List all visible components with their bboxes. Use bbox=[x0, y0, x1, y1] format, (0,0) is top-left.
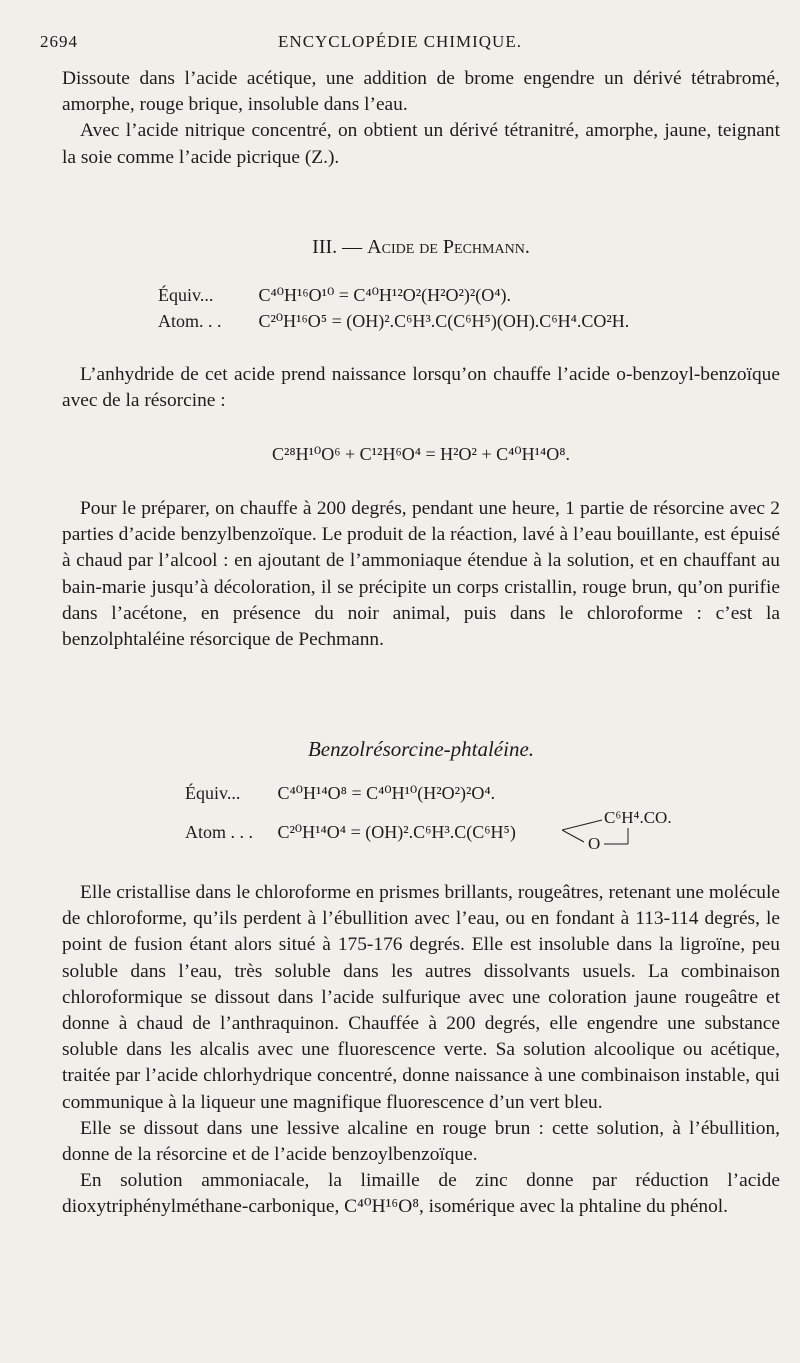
bond-lower bbox=[562, 830, 584, 842]
bond-upper bbox=[562, 820, 602, 830]
equiv-label-2: Équiv... bbox=[185, 783, 241, 803]
paragraph-cryst: Elle cristallise dans le chloroforme en prismes brillants, rougeâtres, retenant une molécule de chloroforme, qu’ils perdent à l’ébullition avec l’eau, ou en fondant à 113-114 degrés, le point de fusion étant alors situé à 175-176 degrés. Elle est insoluble dans la ligroïne, peu soluble dans l’eau, très soluble dans les autres dissolvants usuels. La combinaison chloroformique se dissout dans l’acide sulfurique avec une coloration jaune rougeâtre et donne à chaud de l’anthraquinon. Chauffée à 200 degrés, elle engendre une substance soluble dans les alcalis avec une fluorescence verte. Sa solution alcoolique ou acétique, traitée par l’acide chlorhydrique concentré, donne naissance à une combinaison instable, qui communique à la liqueur une magnifique fluorescence d’un vert bleu. bbox=[62, 882, 780, 1113]
paragraph-prep: Pour le préparer, on chauffe à 200 degrés, pendant une heure, 1 partie de résorcine avec 2 parties d’acide benzylbenzoïque. Le produit de la réaction, lavé à l’eau bouillante, est épuisé à chaud par l’alcool : en ajoutant de l’ammoniaque étendue à la solution, et en chauffant au bain-marie jusqu’à décoloration, il se précipite un corps cristallin, rouge brun, qu’on purifie dans l’acétone, en présence du noir animal, puis dans le chloroforme : c’est la benzolphtaléine résorcique de Pechmann. bbox=[62, 498, 780, 651]
paragraph-bromine: Dissoute dans l’acide acétique, une addition de brome engendre un dérivé tétrabromé, amorphe, rouge brique, insoluble dans l’eau. bbox=[62, 68, 780, 116]
reaction-equation: C²⁸H¹⁰O⁶ + C¹²H⁶O⁴ = H²O² + C⁴⁰H¹⁴O⁸. bbox=[271, 444, 571, 464]
atom-label-2: Atom . . . bbox=[185, 822, 254, 842]
atom-branch-bottom: O bbox=[588, 834, 601, 853]
atom-formula: C²⁰H¹⁶O⁵ = (OH)².C⁶H³.C(C⁶H⁵)(OH).C⁶H⁴.CO²H. bbox=[258, 311, 630, 331]
atom-branch-top: C⁶H⁴.CO. bbox=[604, 808, 672, 827]
paragraph-prep-block bbox=[62, 496, 780, 653]
intro-block bbox=[62, 66, 780, 171]
paragraph-zinc: En solution ammoniacale, la limaille de zinc donne par réduction l’acide dioxytriphénylméthane-carbonique, C⁴⁰H¹⁶O⁸, isomérique avec la phtaline du phénol. bbox=[62, 1170, 780, 1218]
formula-atom-acid bbox=[158, 309, 629, 333]
section-heading bbox=[62, 236, 780, 259]
subtitle: Benzolrésorcine-phtaléine. bbox=[307, 737, 535, 761]
atom-formula-2: C²⁰H¹⁴O⁴ = (OH)².C⁶H³.C(C⁶H⁵) bbox=[277, 822, 516, 842]
equiv-formula: C⁴⁰H¹⁶O¹⁰ = C⁴⁰H¹²O²(H²O²)²(O⁴). bbox=[258, 285, 512, 305]
page-number: 2694 bbox=[40, 32, 78, 51]
paragraph-nitric: Avec l’acide nitrique concentré, on obtient un dérivé tétranitré, amorphe, jaune, teignant la soie comme l’acide picrique (Z.). bbox=[62, 120, 780, 168]
formula-equiv-phtaleine bbox=[185, 781, 495, 805]
paragraph-anhydride: L’anhydride de cet acide prend naissance lorsqu’on chauffe l’acide o-benzoyl-benzoïque avec de la résorcine : bbox=[62, 364, 780, 412]
section-dash: — bbox=[342, 236, 363, 258]
section-title: Acide de Pechmann. bbox=[367, 236, 530, 258]
running-title: ENCYCLOPÉDIE CHIMIQUE. bbox=[278, 32, 522, 51]
equiv-label: Équiv... bbox=[158, 285, 214, 305]
bond-bracket bbox=[562, 812, 642, 856]
paragraph-lessive: Elle se dissout dans une lessive alcaline en rouge brun : cette solution, à l’ébullition, donne de la résorcine et de l’acide benzoylbenzoïque. bbox=[62, 1117, 780, 1166]
section-numeral: III. bbox=[312, 236, 338, 258]
page-header bbox=[40, 32, 760, 56]
formula-equiv-acid bbox=[158, 283, 511, 307]
paragraph-cryst-block bbox=[62, 880, 780, 1221]
atom-label: Atom. . . bbox=[158, 311, 222, 331]
formula-atom-phtaleine bbox=[185, 820, 516, 844]
paragraph-anhydride-block bbox=[62, 362, 780, 414]
equiv-formula-2: C⁴⁰H¹⁴O⁸ = C⁴⁰H¹⁰(H²O²)²O⁴. bbox=[277, 783, 496, 803]
